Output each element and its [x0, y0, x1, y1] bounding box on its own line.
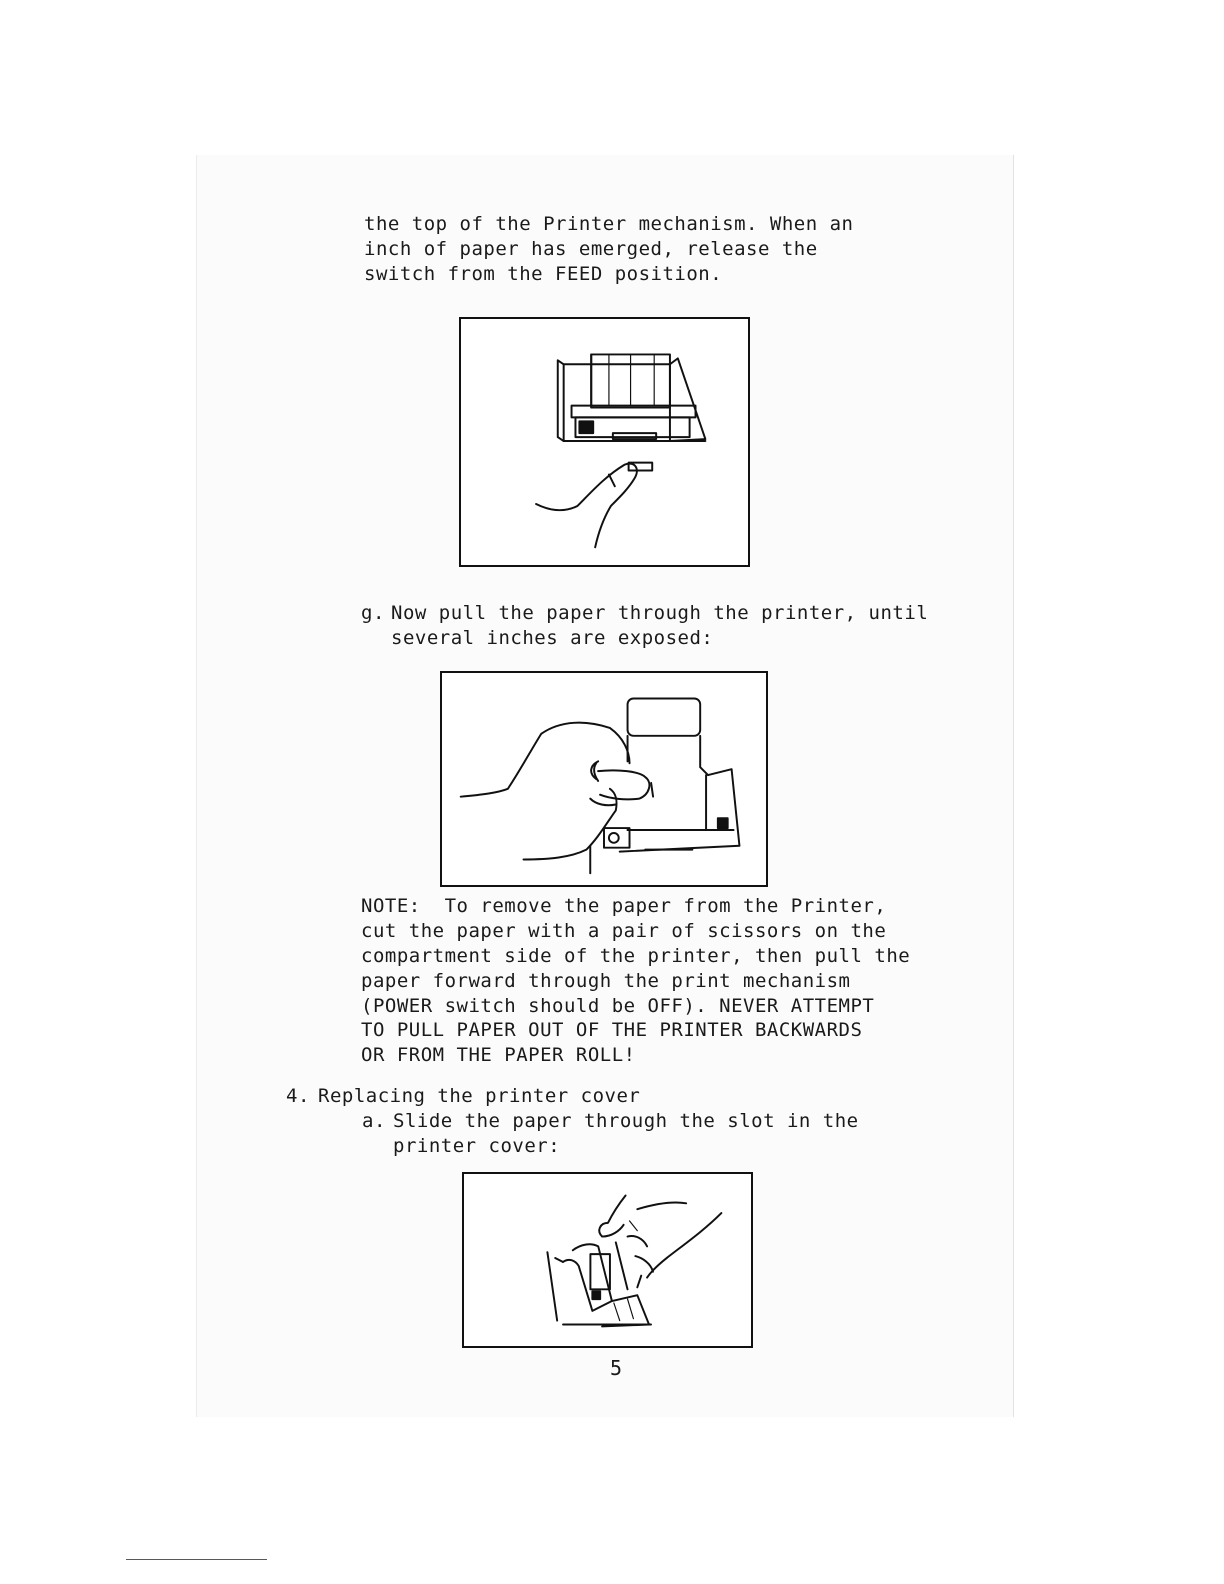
note-line-1: NOTE: To remove the paper from the Printer, [361, 895, 887, 917]
note-line-5: (POWER switch should be OFF). NEVER ATTEMPT [361, 995, 875, 1017]
hand-pulling-paper-drawing [442, 673, 766, 885]
step-g-line-2: several inches are exposed: [391, 627, 714, 649]
note-line-7: OR FROM THE PAPER ROLL! [361, 1044, 636, 1066]
step-g-marker: g. [361, 602, 385, 624]
step-g-line-1: Now pull the paper through the printer, until [391, 602, 929, 624]
step-a-marker: a. [362, 1110, 386, 1132]
pull-paper-illustration [440, 671, 768, 887]
step-a-line-1: Slide the paper through the slot in the [393, 1110, 859, 1132]
intro-line-2: inch of paper has emerged, release the [364, 238, 818, 260]
note-line-4: paper forward through the print mechanism [361, 970, 851, 992]
section-4-number: 4. [286, 1085, 310, 1107]
page-number: 5 [609, 1356, 623, 1380]
note-line-2: cut the paper with a pair of scissors on the [361, 920, 887, 942]
note-line-3: compartment side of the printer, then pull the [361, 945, 911, 967]
finger-on-feed-switch-drawing [461, 319, 748, 565]
step-a-line-2: printer cover: [393, 1135, 561, 1157]
intro-line-1: the top of the Printer mechanism. When an [364, 213, 854, 235]
slide-paper-cover-illustration [462, 1172, 753, 1348]
intro-line-3: switch from the FEED position. [364, 263, 723, 285]
note-line-6: TO PULL PAPER OUT OF THE PRINTER BACKWARDS [361, 1019, 863, 1041]
feed-switch-illustration [459, 317, 750, 567]
section-4-title: Replacing the printer cover [318, 1085, 641, 1107]
footnote-rule [126, 1559, 267, 1560]
paper-through-cover-drawing [464, 1174, 751, 1346]
